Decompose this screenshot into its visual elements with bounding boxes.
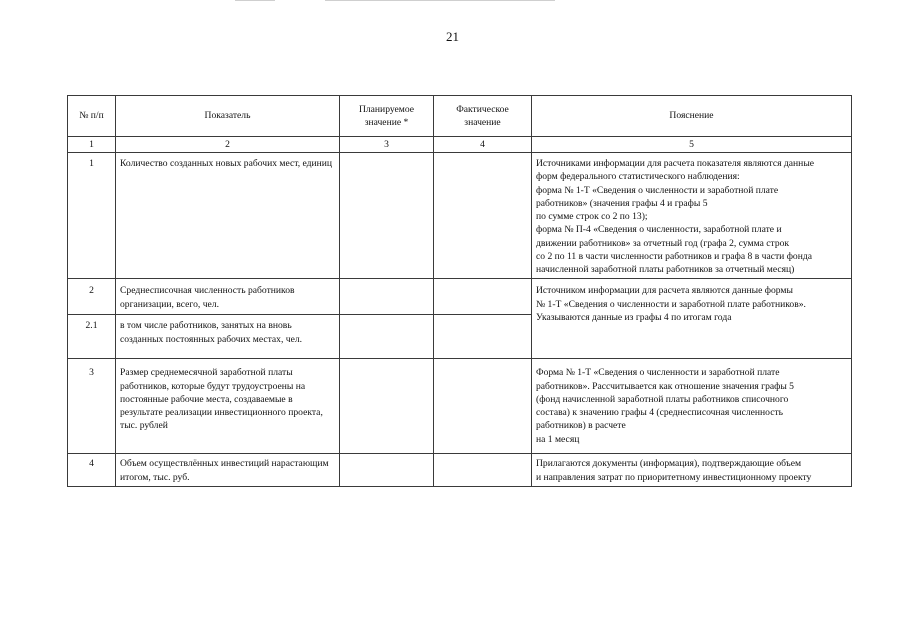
header-explanation: Пояснение bbox=[532, 96, 852, 137]
indicator-cell: Среднесписочная численность работников организации, всего, чел. bbox=[116, 279, 340, 315]
explanation-line: работников». Рассчитывается как отношение значения графы 5 bbox=[536, 380, 794, 392]
table-row bbox=[68, 279, 852, 315]
actual-value-cell bbox=[434, 315, 532, 359]
actual-value-cell bbox=[434, 279, 532, 315]
explanation-line: Указываются данные из графы 4 по итогам года bbox=[536, 311, 732, 323]
table-header-row bbox=[68, 96, 852, 137]
actual-value-cell bbox=[434, 454, 532, 486]
column-number: 2 bbox=[116, 137, 340, 153]
row-number: 2.1 bbox=[68, 315, 116, 359]
top-edge-line bbox=[235, 0, 275, 1]
explanation-cell bbox=[532, 153, 852, 279]
column-number: 1 bbox=[68, 137, 116, 153]
table-row bbox=[68, 153, 852, 279]
column-number: 4 bbox=[434, 137, 532, 153]
header-indicator: Показатель bbox=[116, 96, 340, 137]
header-actual-value: Фактическое значение bbox=[434, 96, 532, 137]
planned-value-cell bbox=[340, 454, 434, 486]
top-edge-line bbox=[325, 0, 555, 1]
column-numbers-row bbox=[68, 137, 852, 153]
header-planned-value: Планируемое значение * bbox=[340, 96, 434, 137]
explanation-cell bbox=[532, 359, 852, 454]
row-number: 1 bbox=[68, 153, 116, 279]
planned-value-cell bbox=[340, 279, 434, 315]
explanation-line: форм федерального статистического наблюдения: bbox=[536, 171, 740, 183]
explanation-line: Источником информации для расчета являются данные формы bbox=[536, 285, 793, 297]
explanation-line: Прилагаются документы (информация), подтверждающие объем bbox=[536, 458, 802, 470]
indicator-cell: Объем осуществлённых инвестиций нарастающим итогом, тыс. руб. bbox=[116, 454, 340, 486]
planned-value-cell bbox=[340, 315, 434, 359]
indicators-table bbox=[67, 95, 852, 487]
explanation-line: по сумме строк со 2 по 13); bbox=[536, 211, 648, 223]
indicator-cell: Количество созданных новых рабочих мест, единиц bbox=[116, 153, 340, 279]
header-number: № п/п bbox=[68, 96, 116, 137]
actual-value-cell bbox=[434, 153, 532, 279]
explanation-cell bbox=[532, 279, 852, 359]
explanation-line: со 2 по 11 в части численности работников и графа 8 в части фонда bbox=[536, 250, 812, 262]
row-number: 2 bbox=[68, 279, 116, 315]
indicator-cell: в том числе работников, занятых на вновь созданных постоянных рабочих местах, чел. bbox=[116, 315, 340, 359]
column-number: 5 bbox=[532, 137, 852, 153]
explanation-line: (фонд начисленной заработной платы работников списочного bbox=[536, 393, 789, 405]
explanation-line: работников» (значения графы 4 и графы 5 bbox=[536, 197, 708, 209]
column-number: 3 bbox=[340, 137, 434, 153]
explanation-cell bbox=[532, 454, 852, 486]
explanation-line: Форма № 1-Т «Сведения о численности и заработной плате bbox=[536, 367, 780, 379]
page-number: 21 bbox=[446, 29, 459, 44]
explanation-line: движении работников» за отчетный год (графа 2, сумма строк bbox=[536, 237, 790, 249]
actual-value-cell bbox=[434, 359, 532, 454]
table-row bbox=[68, 359, 852, 454]
explanation-line: Источниками информации для расчета показателя являются данные bbox=[536, 158, 815, 170]
table-row bbox=[68, 454, 852, 486]
explanation-line: и направления затрат по приоритетному инвестиционному проекту bbox=[536, 471, 812, 483]
explanation-line: работников) в расчете bbox=[536, 420, 626, 432]
explanation-line: № 1-Т «Сведения о численности и заработной плате работников». bbox=[536, 298, 806, 310]
explanation-line: на 1 месяц bbox=[536, 433, 580, 445]
row-number: 3 bbox=[68, 359, 116, 454]
row-number: 4 bbox=[68, 454, 116, 486]
planned-value-cell bbox=[340, 359, 434, 454]
explanation-line: начисленной заработной платы работников за отчетный месяц) bbox=[536, 264, 795, 276]
planned-value-cell bbox=[340, 153, 434, 279]
explanation-line: состава) к значению графы 4 (среднесписочная численность bbox=[536, 407, 784, 419]
explanation-line: форма № 1-Т «Сведения о численности и заработной плате bbox=[536, 184, 779, 196]
indicator-cell: Размер среднемесячной заработной платы работников, которые будут трудоустроены на постоянные рабочие места, создаваемые в результате реализации инвестиционного проекта, тыс. рублей bbox=[116, 359, 340, 454]
explanation-line: форма № П-4 «Сведения о численности, заработной плате и bbox=[536, 224, 782, 236]
